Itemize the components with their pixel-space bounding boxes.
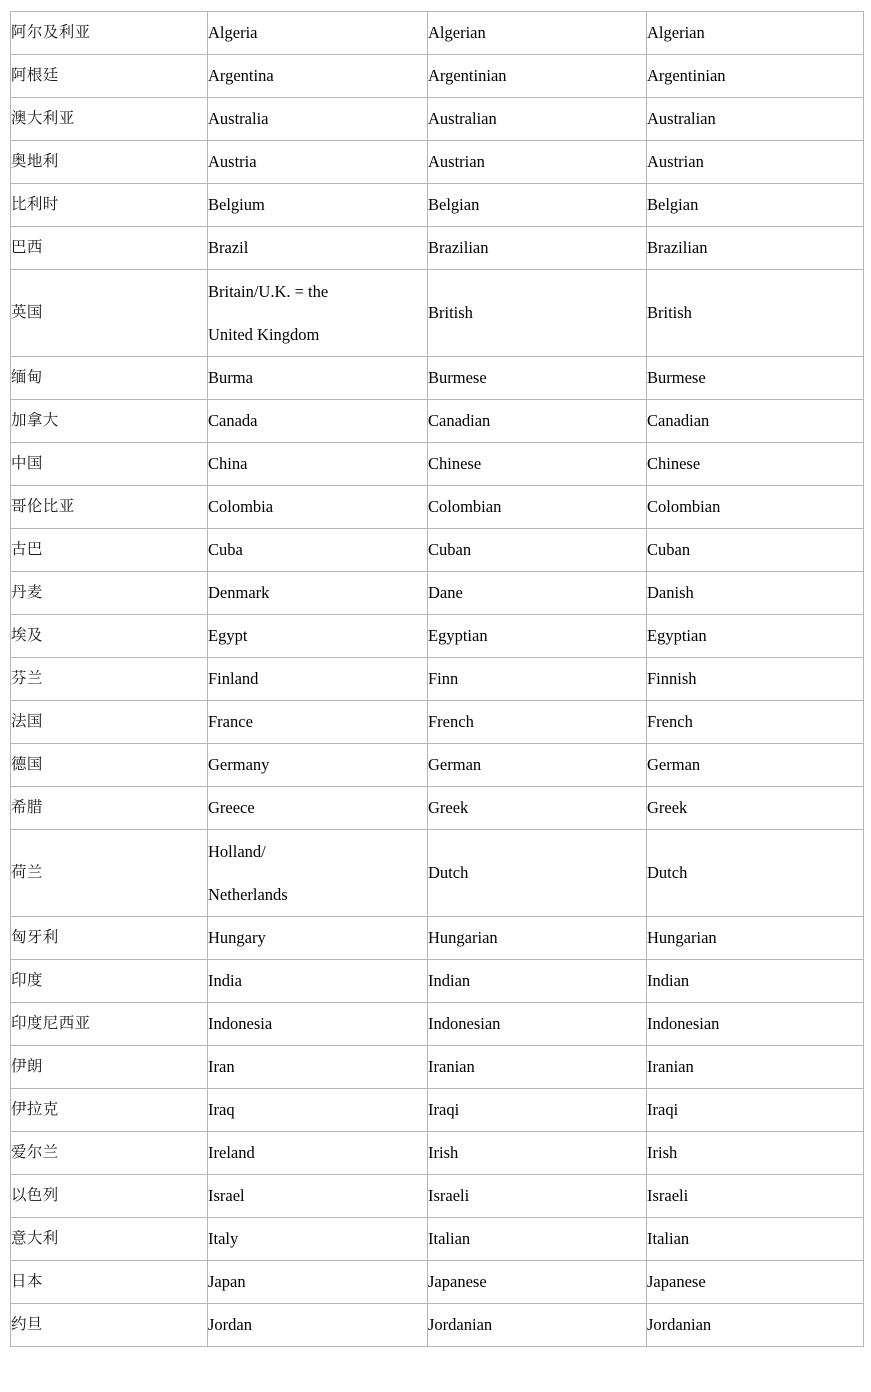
table-row <box>11 1304 864 1347</box>
cell-nationality-person: Israeli <box>428 1175 647 1218</box>
cell-nationality-person: Japanese <box>428 1261 647 1304</box>
cell-country-chinese: 澳大利亚 <box>11 98 208 141</box>
cell-country-chinese: 阿根廷 <box>11 55 208 98</box>
cell-nationality-adjective: Iranian <box>647 1046 864 1089</box>
cell-country-chinese: 以色列 <box>11 1175 208 1218</box>
cell-nationality-person: Irish <box>428 1132 647 1175</box>
cell-nationality-adjective: Greek <box>647 787 864 830</box>
cell-country-chinese: 加拿大 <box>11 400 208 443</box>
cell-country-english: Iraq <box>208 1089 428 1132</box>
cell-country-chinese: 匈牙利 <box>11 917 208 960</box>
cell-nationality-adjective: Indonesian <box>647 1003 864 1046</box>
cell-country-english: Greece <box>208 787 428 830</box>
cell-nationality-person: Egyptian <box>428 615 647 658</box>
cell-country-chinese: 约旦 <box>11 1304 208 1347</box>
cell-country-chinese: 比利时 <box>11 184 208 227</box>
cell-country-chinese: 德国 <box>11 744 208 787</box>
cell-country-chinese: 中国 <box>11 443 208 486</box>
cell-country-english: Australia <box>208 98 428 141</box>
cell-country-english: Finland <box>208 658 428 701</box>
cell-country-chinese: 印度 <box>11 960 208 1003</box>
cell-nationality-adjective: Algerian <box>647 12 864 55</box>
table-row <box>11 1089 864 1132</box>
cell-nationality-adjective: Egyptian <box>647 615 864 658</box>
cell-country-english: Ireland <box>208 1132 428 1175</box>
table-body <box>11 12 864 1347</box>
cell-country-chinese: 埃及 <box>11 615 208 658</box>
cell-nationality-adjective: British <box>647 270 864 357</box>
cell-country-english: Brazil <box>208 227 428 270</box>
cell-country-english: Cuba <box>208 529 428 572</box>
cell-country-english-line2: Netherlands <box>208 885 288 904</box>
cell-nationality-person: Belgian <box>428 184 647 227</box>
table-row <box>11 744 864 787</box>
cell-country-english: Colombia <box>208 486 428 529</box>
table-row <box>11 1046 864 1089</box>
cell-nationality-adjective: Argentinian <box>647 55 864 98</box>
cell-nationality-adjective: Hungarian <box>647 917 864 960</box>
cell-nationality-adjective: Danish <box>647 572 864 615</box>
cell-nationality-person: Iraqi <box>428 1089 647 1132</box>
cell-country-chinese: 伊朗 <box>11 1046 208 1089</box>
cell-nationality-adjective: Irish <box>647 1132 864 1175</box>
cell-nationality-person: Cuban <box>428 529 647 572</box>
cell-country-chinese: 奥地利 <box>11 141 208 184</box>
cell-country-chinese: 阿尔及利亚 <box>11 12 208 55</box>
cell-country-english: Denmark <box>208 572 428 615</box>
cell-nationality-person: Chinese <box>428 443 647 486</box>
table-row <box>11 658 864 701</box>
cell-nationality-adjective: Chinese <box>647 443 864 486</box>
table-row <box>11 701 864 744</box>
cell-nationality-person: Finn <box>428 658 647 701</box>
cell-nationality-person: Australian <box>428 98 647 141</box>
table-row <box>11 357 864 400</box>
cell-country-english: Italy <box>208 1218 428 1261</box>
table-row <box>11 12 864 55</box>
table-row <box>11 917 864 960</box>
cell-nationality-person: French <box>428 701 647 744</box>
table-row <box>11 270 864 357</box>
country-nationality-table <box>10 11 864 1347</box>
cell-nationality-adjective: Finnish <box>647 658 864 701</box>
table-row <box>11 830 864 917</box>
cell-country-chinese: 巴西 <box>11 227 208 270</box>
table-row <box>11 1132 864 1175</box>
cell-nationality-person: Colombian <box>428 486 647 529</box>
cell-country-english: Hungary <box>208 917 428 960</box>
cell-country-english-line1: Holland/ <box>208 841 266 861</box>
cell-country-english: Belgium <box>208 184 428 227</box>
cell-nationality-adjective: Colombian <box>647 486 864 529</box>
cell-nationality-adjective: German <box>647 744 864 787</box>
table-row <box>11 141 864 184</box>
cell-country-english: Egypt <box>208 615 428 658</box>
table-row <box>11 1261 864 1304</box>
cell-nationality-adjective: Iraqi <box>647 1089 864 1132</box>
cell-nationality-adjective: Jordanian <box>647 1304 864 1347</box>
cell-nationality-person: Jordanian <box>428 1304 647 1347</box>
table-row <box>11 529 864 572</box>
cell-country-english <box>208 270 428 357</box>
cell-country-english <box>208 830 428 917</box>
cell-nationality-person: Canadian <box>428 400 647 443</box>
cell-country-chinese: 古巴 <box>11 529 208 572</box>
cell-country-chinese: 伊拉克 <box>11 1089 208 1132</box>
table-row <box>11 1175 864 1218</box>
cell-country-english: Austria <box>208 141 428 184</box>
cell-nationality-adjective: Australian <box>647 98 864 141</box>
cell-country-english-line2: United Kingdom <box>208 325 320 344</box>
cell-nationality-adjective: Japanese <box>647 1261 864 1304</box>
cell-country-english: India <box>208 960 428 1003</box>
cell-nationality-person: Hungarian <box>428 917 647 960</box>
cell-nationality-person: Greek <box>428 787 647 830</box>
cell-nationality-adjective: Cuban <box>647 529 864 572</box>
cell-country-english: Algeria <box>208 12 428 55</box>
table-row <box>11 486 864 529</box>
cell-country-chinese: 希腊 <box>11 787 208 830</box>
cell-country-chinese: 芬兰 <box>11 658 208 701</box>
cell-nationality-adjective: Brazilian <box>647 227 864 270</box>
cell-nationality-adjective: Belgian <box>647 184 864 227</box>
cell-country-english: Burma <box>208 357 428 400</box>
table-row <box>11 184 864 227</box>
cell-country-chinese: 爱尔兰 <box>11 1132 208 1175</box>
cell-nationality-person: Burmese <box>428 357 647 400</box>
table-row <box>11 55 864 98</box>
table-row <box>11 98 864 141</box>
table-row <box>11 615 864 658</box>
cell-nationality-person: German <box>428 744 647 787</box>
cell-nationality-person: Dane <box>428 572 647 615</box>
cell-country-english: Israel <box>208 1175 428 1218</box>
cell-country-english: Argentina <box>208 55 428 98</box>
cell-country-english: Japan <box>208 1261 428 1304</box>
cell-country-english: Canada <box>208 400 428 443</box>
cell-nationality-person: British <box>428 270 647 357</box>
cell-country-chinese: 日本 <box>11 1261 208 1304</box>
cell-nationality-person: Brazilian <box>428 227 647 270</box>
cell-nationality-person: Indonesian <box>428 1003 647 1046</box>
table-row <box>11 1218 864 1261</box>
table-row <box>11 787 864 830</box>
cell-country-english: China <box>208 443 428 486</box>
cell-nationality-adjective: Canadian <box>647 400 864 443</box>
cell-nationality-person: Argentinian <box>428 55 647 98</box>
cell-country-english: France <box>208 701 428 744</box>
cell-nationality-adjective: Dutch <box>647 830 864 917</box>
cell-country-english-line1: Britain/U.K. = the <box>208 281 329 301</box>
table-row <box>11 1003 864 1046</box>
cell-nationality-person: Dutch <box>428 830 647 917</box>
table-row <box>11 572 864 615</box>
cell-country-english: Iran <box>208 1046 428 1089</box>
cell-nationality-adjective: Austrian <box>647 141 864 184</box>
cell-country-chinese: 哥伦比亚 <box>11 486 208 529</box>
cell-country-chinese: 缅甸 <box>11 357 208 400</box>
cell-country-chinese: 英国 <box>11 270 208 357</box>
cell-nationality-adjective: French <box>647 701 864 744</box>
cell-nationality-person: Iranian <box>428 1046 647 1089</box>
table-row <box>11 227 864 270</box>
cell-country-chinese: 荷兰 <box>11 830 208 917</box>
cell-nationality-person: Algerian <box>428 12 647 55</box>
cell-nationality-person: Austrian <box>428 141 647 184</box>
cell-country-english: Indonesia <box>208 1003 428 1046</box>
cell-nationality-person: Indian <box>428 960 647 1003</box>
cell-nationality-adjective: Italian <box>647 1218 864 1261</box>
table-row <box>11 960 864 1003</box>
table-row <box>11 400 864 443</box>
cell-nationality-person: Italian <box>428 1218 647 1261</box>
table-row <box>11 443 864 486</box>
cell-nationality-adjective: Israeli <box>647 1175 864 1218</box>
cell-nationality-adjective: Indian <box>647 960 864 1003</box>
cell-country-english: Germany <box>208 744 428 787</box>
cell-country-chinese: 法国 <box>11 701 208 744</box>
cell-country-english: Jordan <box>208 1304 428 1347</box>
cell-country-chinese: 丹麦 <box>11 572 208 615</box>
cell-country-chinese: 意大利 <box>11 1218 208 1261</box>
cell-nationality-adjective: Burmese <box>647 357 864 400</box>
cell-country-chinese: 印度尼西亚 <box>11 1003 208 1046</box>
